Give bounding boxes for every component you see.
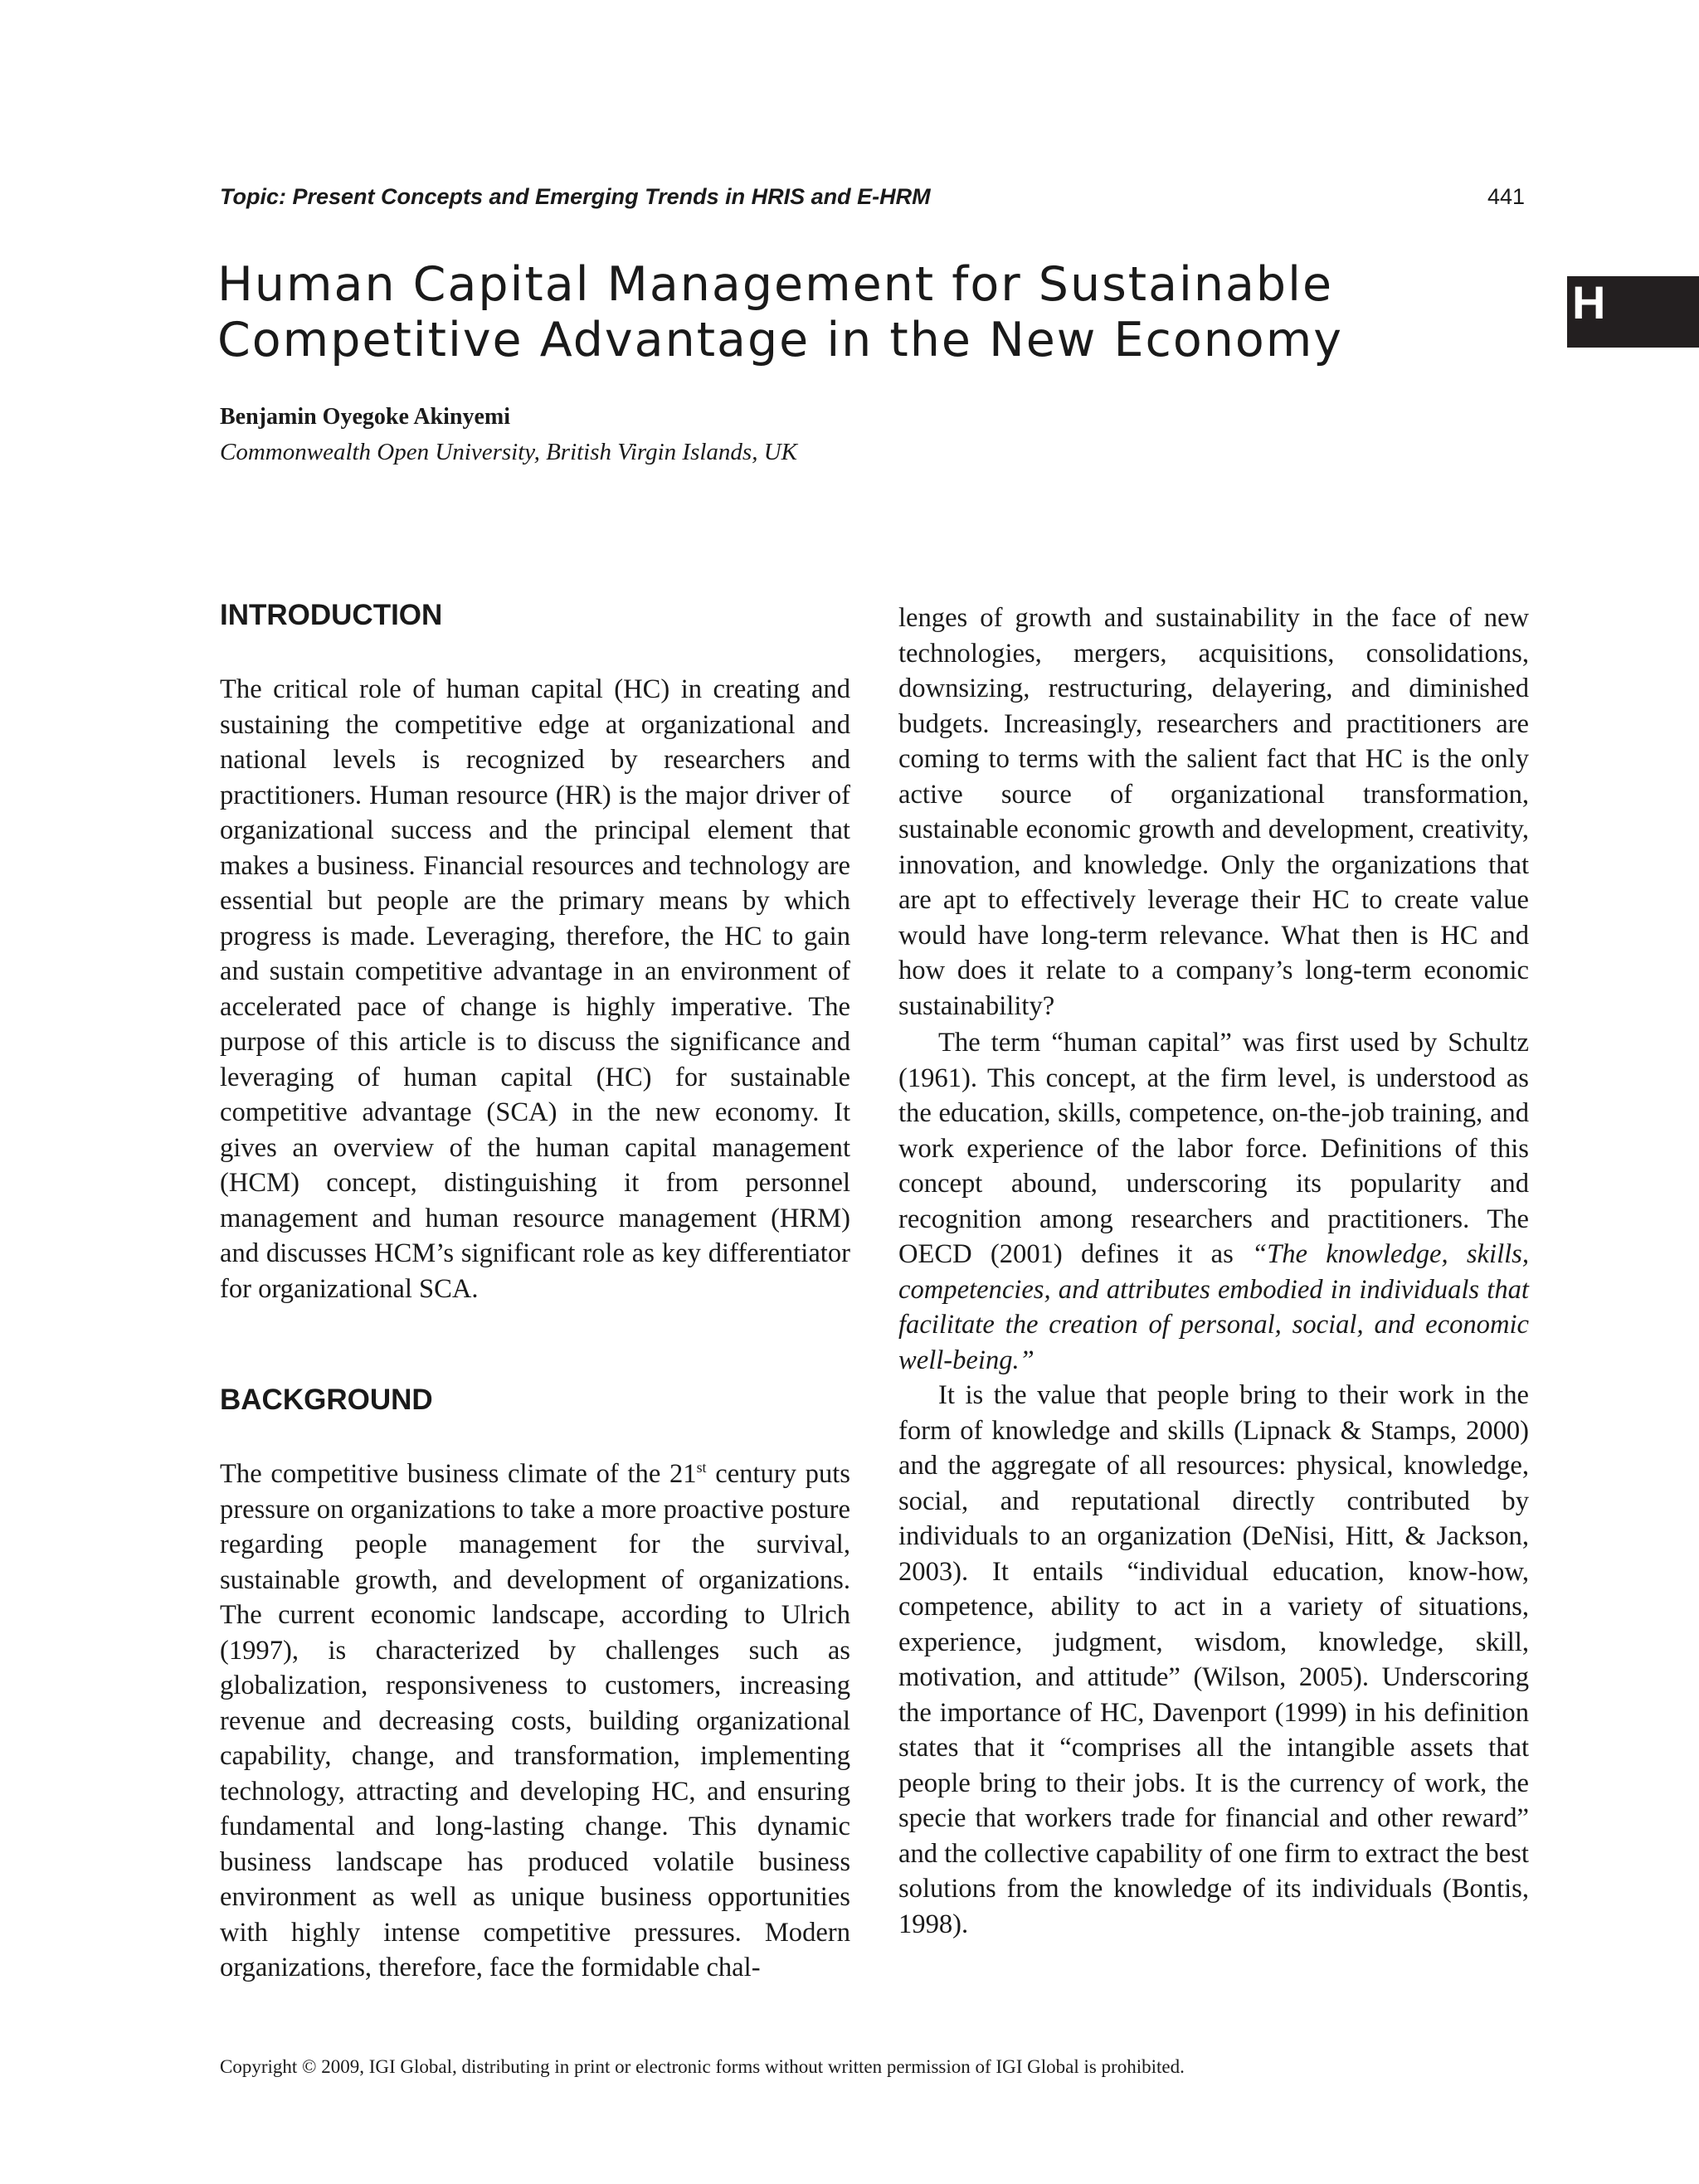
oecd-quote: “The knowledge, skills, competencies, and attributes embodied in individuals that facilitate the creation of personal, social, and economic well-being.”	[898, 1239, 1529, 1375]
body-paragraph-3: It is the value that people bring to their work in the form of knowledge and skills (Lipnack & Stamps, 2000) and the aggregate of all resources: physical, knowledge, social, and reputational directly contributed by individuals to an organization (DeNisi, Hitt, & Jackson, 2003). It entails “individual education, know-how, competence, ability to act in a variety of situations, experience, judgment, wisdom, knowledge, skill, motivation, and attitude” (Wilson, 2005). Underscoring the importance of HC, Davenport (1999) in his definition states that it “comprises all the intangible assets that people bring to their jobs. It is the currency of work, the specie that workers trade for financial and other reward” and the collective capability of one firm to extract the best solutions from the knowledge of its individuals (Bontis, 1998).	[898, 1380, 1529, 1939]
author-name: Benjamin Oyegoke Akinyemi	[220, 404, 511, 430]
background-text-rest: century puts pressure on organizations to take a more proactive posture regarding people management for the survival, sustainable growth, and development of organizations. The current economic landscape, according to Ulrich (1997), is characterized by challenges such as globalization, responsiveness to customers, increasing revenue and decreasing costs, building organizational capability, change, and transformation, implementing technology, attracting and developing HC, and ensuring fundamental and long-lasting change. This dynamic business landscape has produced volatile business environment as well as unique business opportunities with highly intense competitive pressures. Modern organizations, therefore, face the formidable chal-	[220, 1459, 850, 1982]
introduction-heading: INTRODUCTION	[220, 599, 443, 631]
background-heading: BACKGROUND	[220, 1384, 433, 1416]
article-title: Human Capital Management for Sustainable Competitive Advantage in the New Economy	[217, 257, 1344, 367]
page-number: 441	[1487, 184, 1526, 209]
running-head: Topic: Present Concepts and Emerging Trends in HRIS and E-HRM	[220, 184, 931, 209]
background-paragraph	[220, 1457, 850, 1986]
body-paragraph-2-text: The term “human capital” was first used by Schultz (1961). This concept, at the firm level, is understood as the education, skills, competence, on-the-job training, and work experience of the labor force. Definitions of this concept abound, underscoring its popularity and recognition among researchers and practitioners. The OECD (2001) defines it as	[898, 1028, 1529, 1269]
section-tab-letter: H	[1572, 276, 1606, 328]
body-paragraph-2	[898, 1025, 1529, 1378]
copyright-notice: Copyright © 2009, IGI Global, distributing in print or electronic forms without written permission of IGI Global is prohibited.	[220, 2056, 1185, 2077]
section-tab	[1567, 276, 1699, 348]
introduction-paragraph: The critical role of human capital (HC) in creating and sustaining the competitive edge at organizational and national levels is recognized by researchers and practitioners. Human resource (HR) is the major driver of organizational success and the principal element that makes a business. Financial resources and technology are essential but people are the primary means by which progress is made. Leveraging, therefore, the HC to gain and sustain competitive advantage in an environment of accelerated pace of change is highly imperative. The purpose of this article is to discuss the significance and leveraging of human capital (HC) for sustainable competitive advantage (SCA) in the new economy. It gives an overview of the human capital management (HCM) concept, distinguishing it from personnel management and human resource management (HRM) and discusses HCM’s significant role as key differentiator for organizational SCA.	[220, 674, 850, 1304]
ordinal-superscript: st	[696, 1459, 707, 1476]
author-affiliation: Commonwealth Open University, British Virgin Islands, UK	[220, 439, 797, 465]
body-paragraph-1: lenges of growth and sustainability in the face of new technologies, mergers, acquisitions, consolidations, downsizing, restructuring, delayering, and diminished budgets. Increasingly, researchers and practitioners are coming to terms with the salient fact that HC is the only active source of organizational transformation, sustainable economic growth and development, creativity, innovation, and knowledge. Only the organizations that are apt to effectively leverage their HC to create value would have long-term relevance. What then is HC and how does it relate to a company’s long-term economic sustainability?	[898, 603, 1529, 1021]
background-text-start: The competitive business climate of the 21	[220, 1459, 697, 1489]
